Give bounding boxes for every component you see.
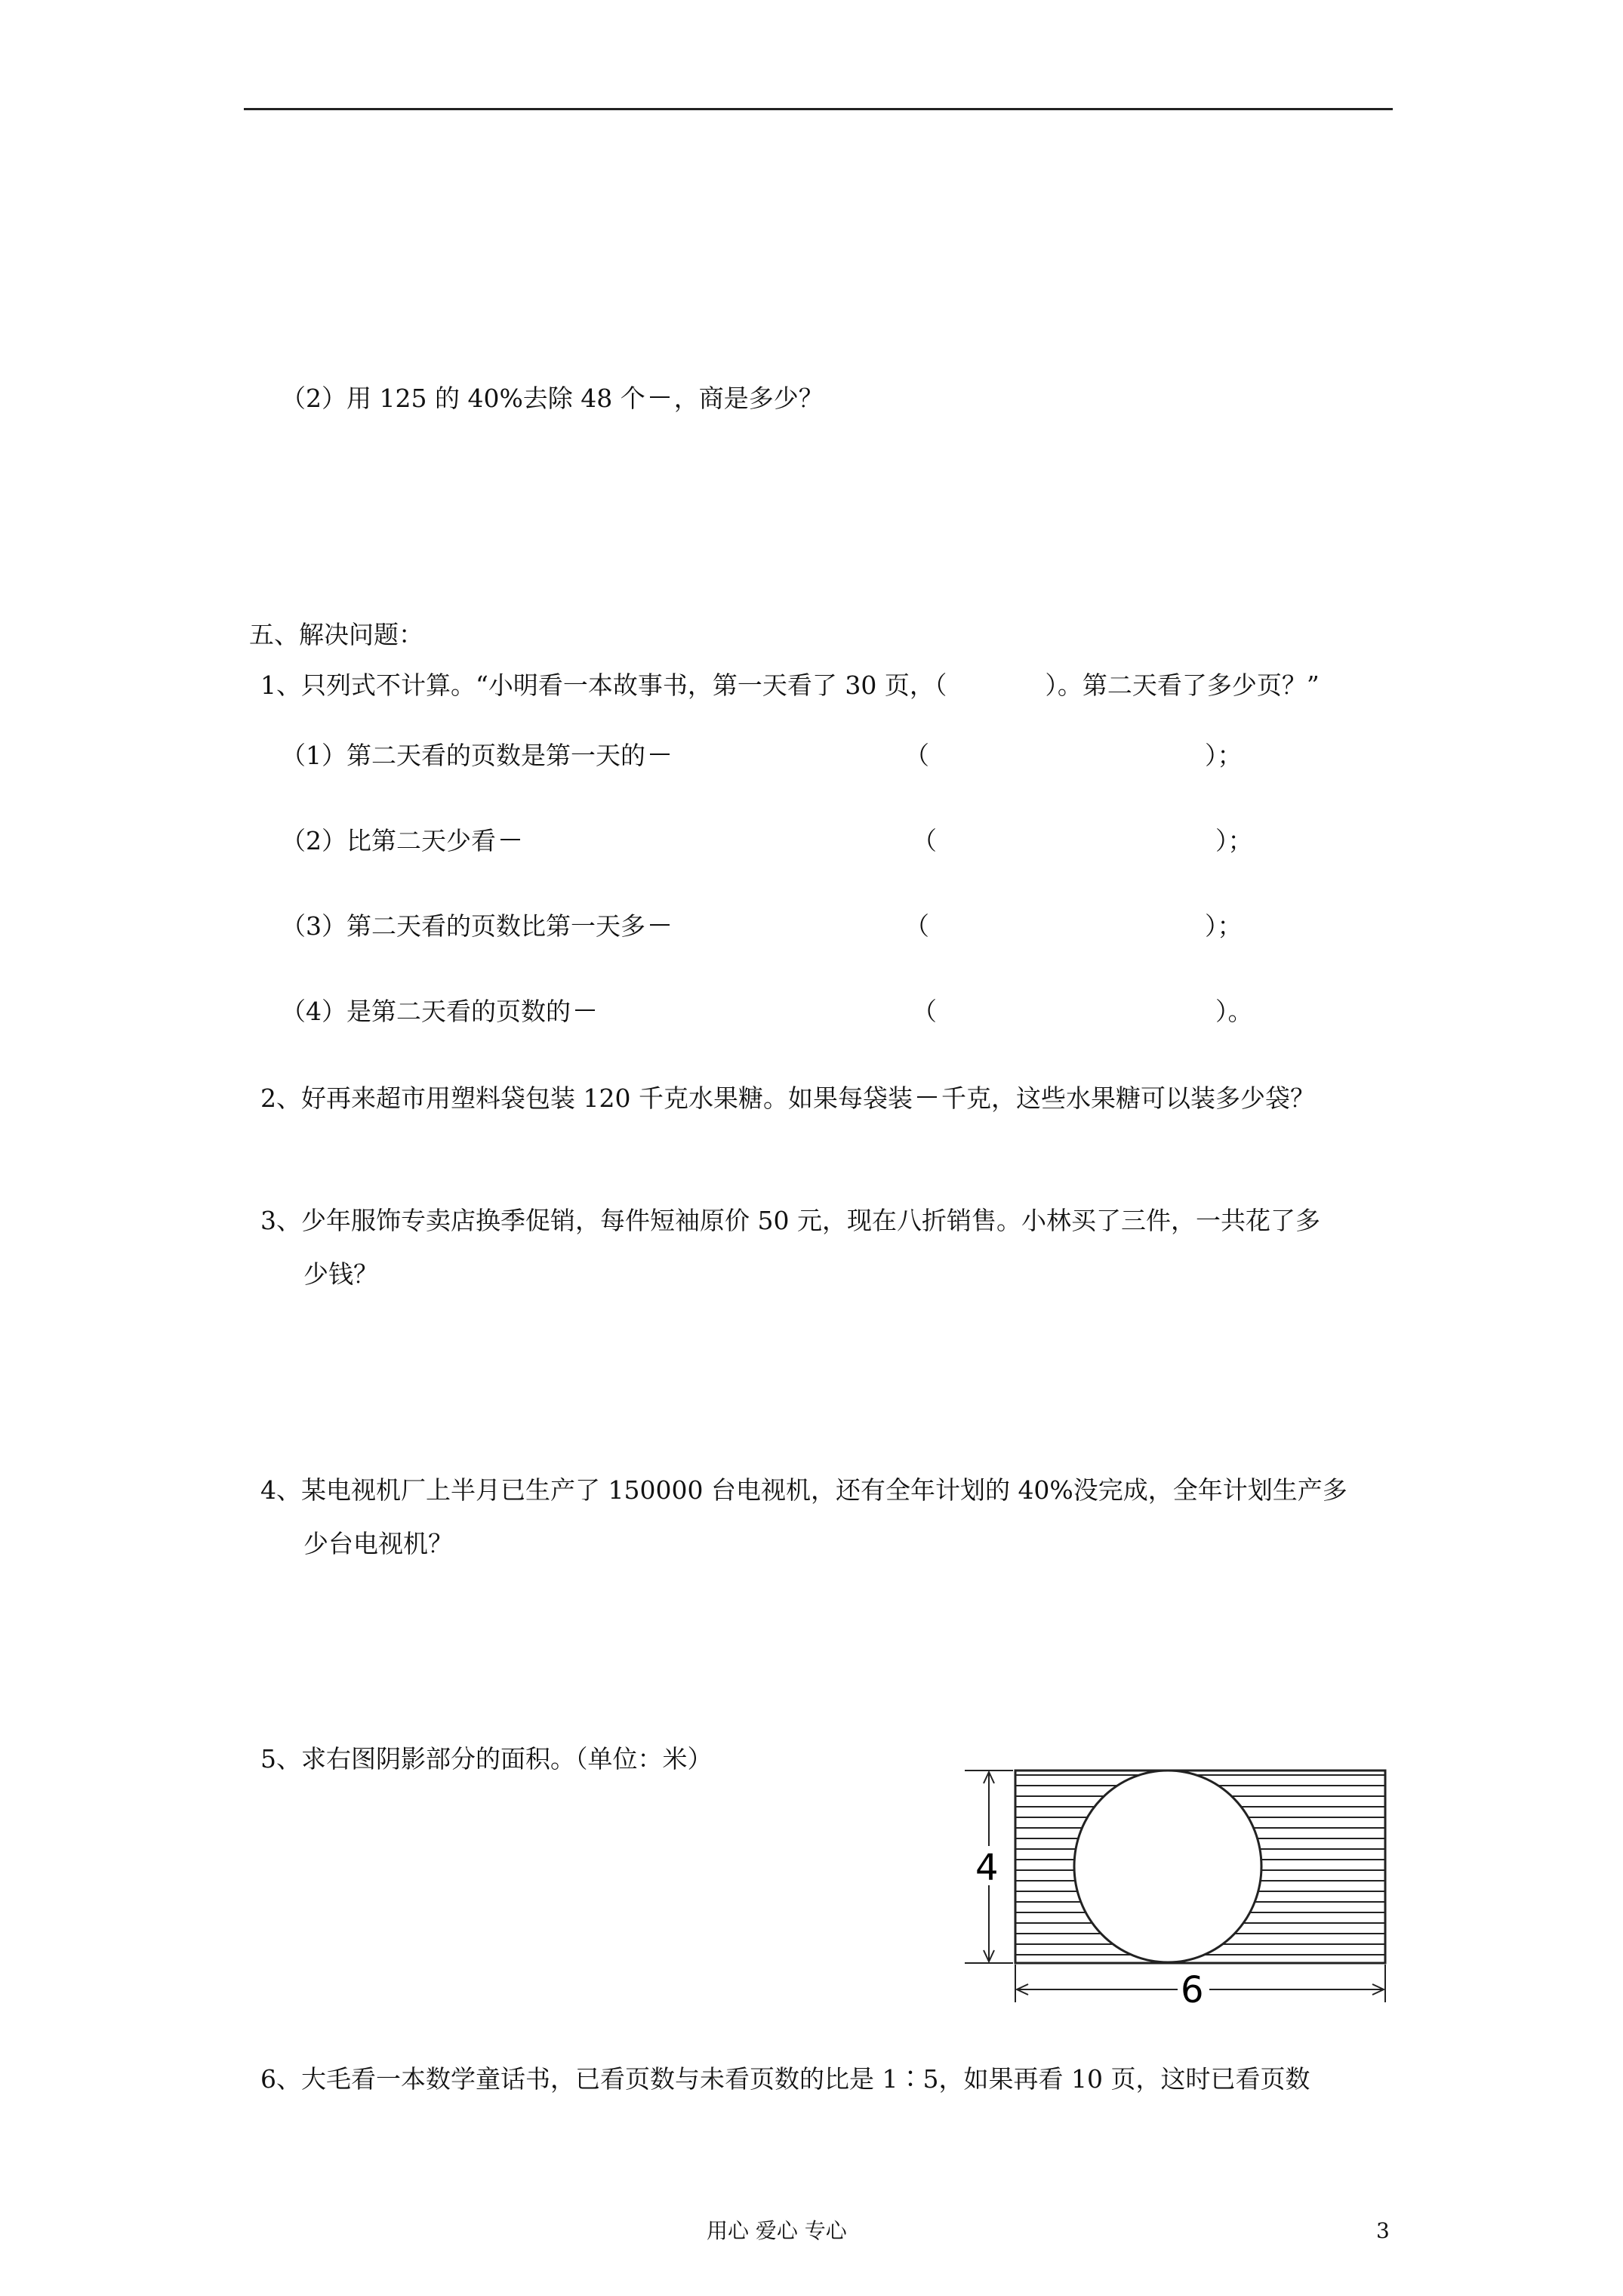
problem-3-line-2: 少钱？ [303, 1259, 378, 1289]
question-4-2: （2）用 125 的 40%去除 48 个 ，商是多少？ [281, 384, 824, 413]
dimension-height-label: 4 [975, 1847, 999, 1889]
section-title: 五、解决问题： [249, 620, 423, 649]
answer-paren-close: ）； [1205, 741, 1243, 770]
answer-paren-open: （ [904, 911, 929, 941]
fraction-blank [500, 839, 520, 840]
problem-1-sub-3: （3）第二天看的页数比第一天多 [281, 911, 674, 942]
problem-2: 2、好再来超市用塑料袋包装 120 千克水果糖。如果每袋装 千克，这些水果糖可以装多少袋？ [260, 1083, 1315, 1113]
shaded-area-figure [959, 1759, 1397, 2008]
problem-1-sub-4: （4）是第二天看的页数的 [281, 997, 599, 1027]
problem-1-sub-1: （1）第二天看的页数是第一天的 [281, 741, 674, 771]
fraction-blank [917, 1096, 937, 1098]
inner-circle [1074, 1771, 1261, 1962]
page-number: 3 [1376, 2218, 1390, 2243]
answer-paren-close: ）； [1205, 911, 1243, 941]
fraction-blank [650, 396, 670, 398]
footer-motto: 用心 爱心 专心 [707, 2218, 847, 2243]
problem-1-sub-2: （2）比第二天少看 [281, 826, 525, 856]
answer-paren-open: （ [912, 826, 937, 855]
problem-3-line-1: 3、少年服饰专卖店换季促销，每件短袖原价 50 元，现在八折销售。小林买了三件，一共花了多 [260, 1206, 1320, 1235]
problem-5: 5、求右图阴影部分的面积。（单位：米） [260, 1744, 713, 1774]
problem-4-line-1: 4、某电视机厂上半月已生产了 150000 台电视机，还有全年计划的 40%没完成，全年计划生产多 [260, 1475, 1347, 1505]
answer-paren-close: ）。 [1215, 997, 1253, 1026]
fraction-blank [650, 924, 670, 926]
dimension-width-label: 6 [1181, 1969, 1204, 2008]
answer-paren-open: （ [912, 997, 937, 1026]
problem-6: 6、大毛看一本数学童话书，已看页数与未看页数的比是 1∶5，如果再看 10 页，这时已看页数 [260, 2064, 1310, 2094]
fraction-blank [650, 754, 670, 755]
problem-1: 1、只列式不计算。“小明看一本故事书，第一天看了 30 页，（ ）。第二天看了多少页？” [260, 670, 1320, 700]
fraction-blank [575, 1009, 595, 1011]
answer-paren-close: ）； [1215, 826, 1253, 855]
problem-4-line-2: 少台电视机？ [303, 1529, 453, 1558]
header-rule [244, 108, 1393, 110]
answer-paren-open: （ [904, 741, 929, 770]
